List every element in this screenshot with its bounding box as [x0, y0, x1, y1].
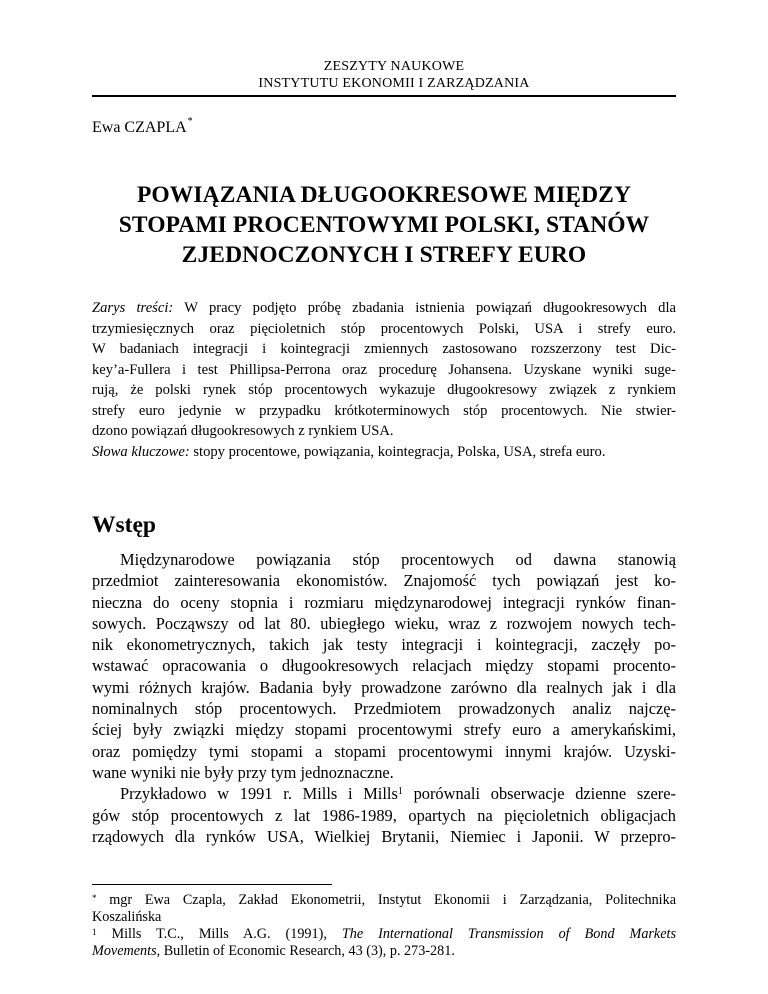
body-line: wane wyniki nie były przy tym jednoznaczne. [92, 762, 394, 782]
paper-title [92, 180, 676, 270]
body-line: Przykładowo w 1991 r. Mills i Mills$^1$ porównali obserwacje dzienne szere- [120, 784, 676, 804]
body-line: nieczna do oceny stopnia i rozmiaru międzynarodowej integracji rynków finan- [92, 592, 676, 612]
footnote-line: Movements, Bulletin of Economic Research, 43 (3), p. 273-281. [92, 943, 455, 959]
footnotes [92, 892, 676, 960]
author-name: Ewa CZAPLA [92, 119, 187, 136]
footnote-mark: * [92, 893, 97, 903]
keywords: stopy procentowe, powiązania, kointegracja, Polska, USA, strefa euro. [189, 443, 606, 460]
footnote-line: * mgr Ewa Czapla, Zakład Ekonometrii, Instytut Ekonomii i Zarządzania, Politechnika [92, 892, 676, 908]
keywords-label: Słowa kluczowe: [92, 443, 190, 460]
footnote-line: $^1$ Mills T.C., Mills A.G. (1991), The International Transmission of Bond Markets [92, 926, 676, 942]
body-line: przedmiot zainteresowania ekonomistów. Znajomość tych powiązań jest ko- [92, 571, 676, 591]
body-line: wstawać opracowania o długookresowych relacjach między stopami procento- [92, 656, 676, 676]
abstract-label: Zarys treści: [92, 300, 174, 316]
journal-name-line2: INSTYTUTU EKONOMII I ZARZĄDZANIA [258, 76, 530, 91]
journal-name-line1: ZESZYTY NAUKOWE [323, 59, 465, 74]
footnote-ref[interactable]: 1 [397, 786, 403, 798]
abstract-line: trzymiesięcznych oraz pięcioletnich stóp procentowych Polski, USA i strefy euro. [92, 320, 676, 337]
body-line: sowych. Począwszy od lat 80. ubiegłego wieku, wraz z rozwojem nowych tech- [92, 613, 676, 633]
abstract [92, 298, 676, 462]
body-line: rządowych dla rynków USA, Wielkiej Brytanii, Niemiec i Japonii. W przepro- [92, 826, 676, 846]
abstract-line: Zarys treści: W pracy podjęto próbę zbadania istnienia powiązań długookresowych dla [92, 300, 676, 316]
abstract-line: W badaniach integracji i kointegracji zmiennych zastosowano rozszerzony test Dic- [92, 341, 676, 357]
abstract-line: strefy euro jedynie w przypadku krótkoterminowych stóp procentowych. Nie stwier- [92, 402, 676, 419]
abstract-line: key’a-Fullera i test Phillipsa-Perrona oraz procedurę Johansena. Uzyskane wyniki suge- [92, 361, 676, 378]
footnote-mark: 1 [92, 927, 97, 937]
body-line: oraz pomiędzy tymi stopami a stopami procentowymi innymi krajów. Uzyski- [92, 741, 676, 761]
body-line: nik ekonometrycznych, takich jak testy integracji i kointegracji, zaczęły po- [92, 635, 676, 655]
title-line: STOPAMI PROCENTOWYMI POLSKI, STANÓW [118, 212, 650, 238]
footnote-rule [92, 884, 332, 885]
abstract-line: dzono powiązań długookresowych z rynkiem USA. [92, 423, 394, 439]
body-line: wymi różnych krajów. Badania były prowadzone zarówno dla realnych jak i dla [92, 677, 676, 697]
header-rule [92, 95, 676, 97]
title-line: ZJEDNOCZONYCH I STREFY EURO [181, 242, 587, 268]
body-line: nominalnych stóp procentowych. Przedmiotem prowadzonych analiz najczę- [92, 699, 676, 719]
keywords-line [92, 442, 676, 463]
body-line: ściej były związki między stopami procentowymi strefy euro a amerykańskimi, [92, 720, 676, 740]
abstract-line: rują, że polski rynek stóp procentowych wykazuje długookresowy związek z rynkiem [92, 382, 676, 398]
body-line: gów stóp procentowych z lat 1986-1989, opartych na pięcioletnich obligacjach [92, 805, 676, 825]
body-text [92, 549, 676, 847]
title-line: POWIĄZANIA DŁUGOOKRESOWE MIĘDZY [136, 182, 632, 208]
section-heading: Wstęp [92, 512, 156, 538]
body-line: Międzynarodowe powiązania stóp procentowych od dawna stanowią [120, 550, 676, 569]
author-line [92, 116, 193, 137]
author-footnote-mark[interactable]: * [187, 116, 193, 127]
footnote-line: Koszalińska [92, 909, 162, 925]
